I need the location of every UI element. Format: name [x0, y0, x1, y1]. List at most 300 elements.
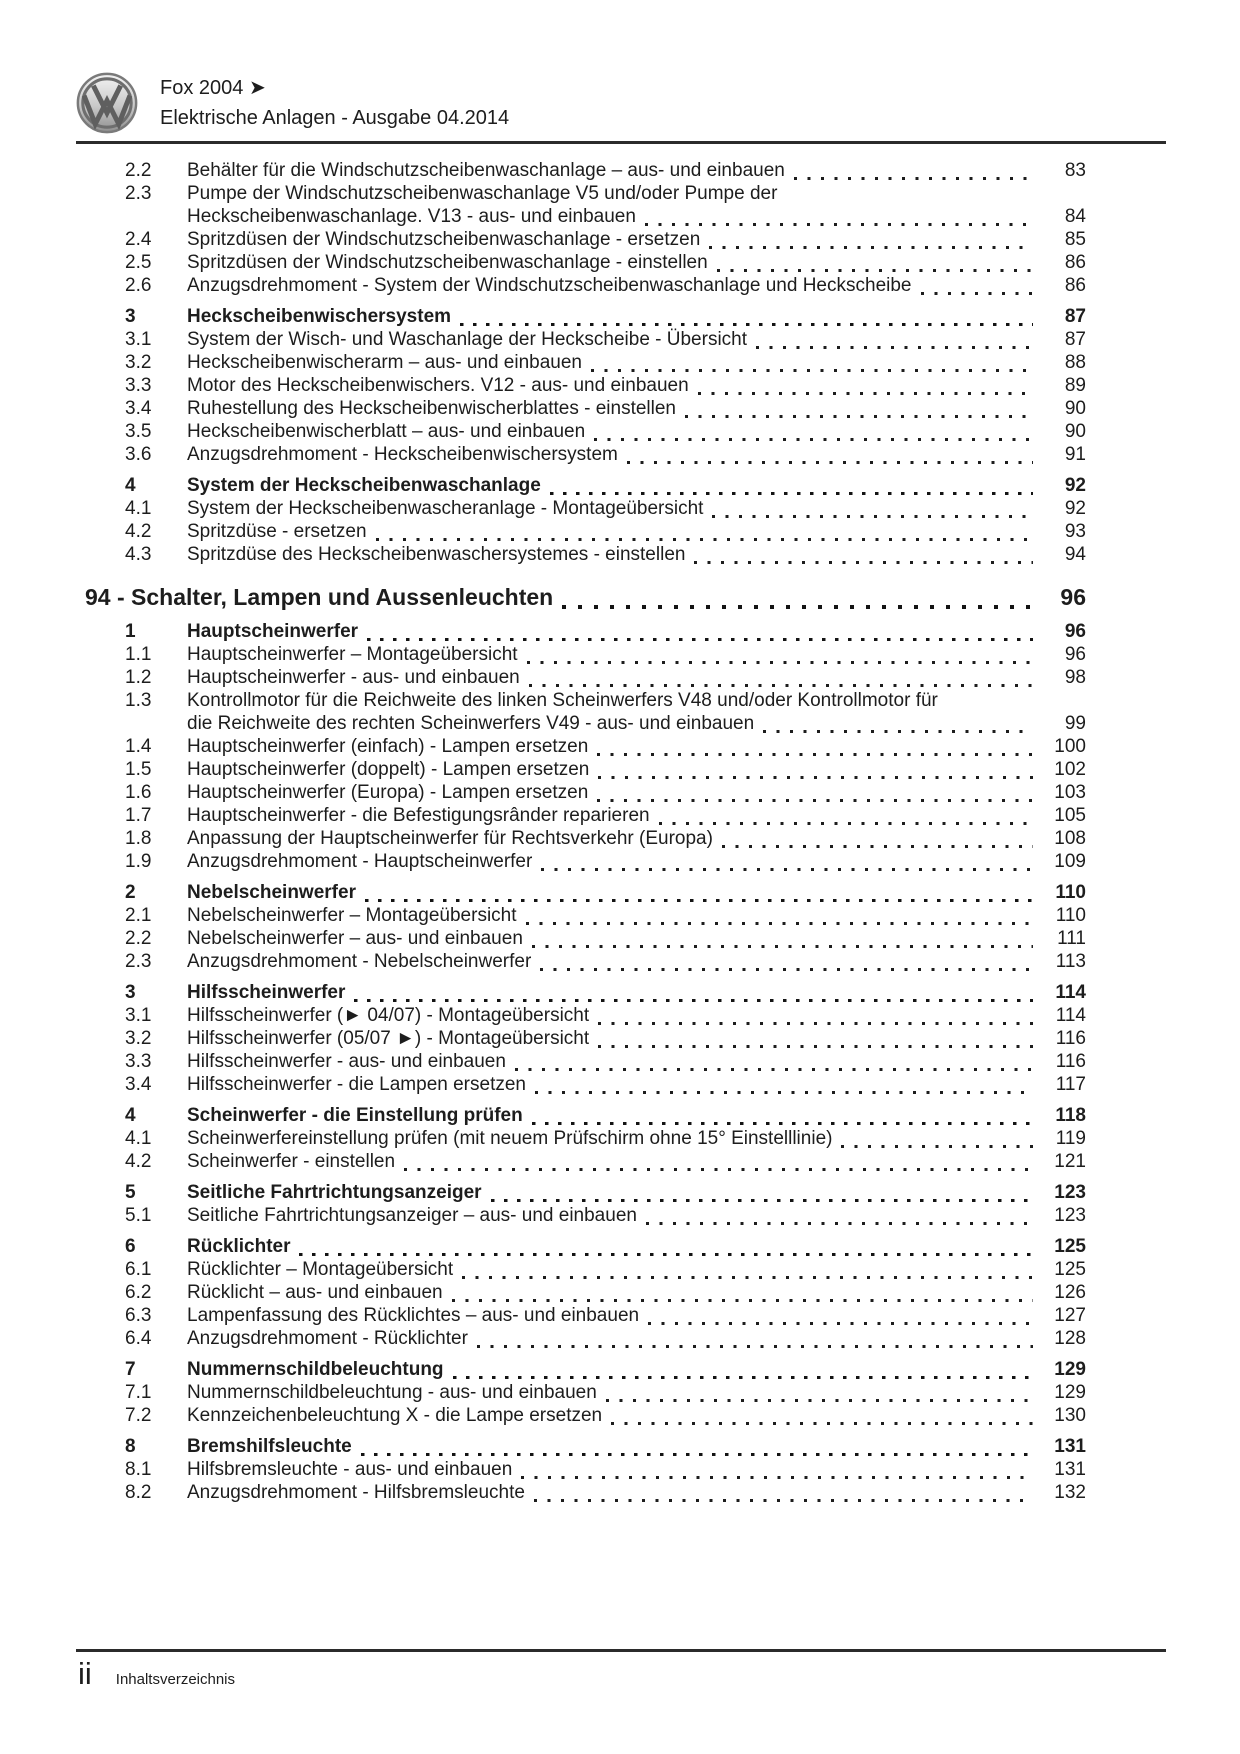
- toc-entry-title: Seitliche Fahrtrichtungsanzeiger: [187, 1182, 482, 1203]
- toc-entry-line: [187, 1104, 1086, 1127]
- toc-entry-page: 86: [1064, 252, 1086, 273]
- dot-leader: [521, 1476, 1033, 1479]
- toc-entry-title: Bremshilfsleuchte: [187, 1436, 352, 1457]
- toc-entry-number: 2.2: [125, 928, 152, 949]
- toc-entry-body: [187, 1104, 1086, 1127]
- toc-entry-title: Kennzeichenbeleuchtung X - die Lampe ersetzen: [187, 1405, 603, 1426]
- toc-entry-number: 2.6: [125, 275, 152, 296]
- toc-entry-number: 3: [125, 306, 136, 327]
- toc-entry-row: [125, 328, 1086, 351]
- toc-entry-number: 1.6: [125, 782, 152, 803]
- toc-entry-body: [187, 981, 1086, 1004]
- toc-entry-line: [187, 827, 1086, 850]
- toc-entry-row: [125, 881, 1086, 904]
- toc-entry-body: [187, 1004, 1086, 1027]
- toc-entry-number: 2.3: [125, 183, 152, 204]
- toc-entry-line: [187, 1027, 1086, 1050]
- toc-entry-page: 129: [1054, 1382, 1086, 1403]
- toc-entry-line: [187, 1481, 1086, 1504]
- toc-entry-body: [187, 1358, 1086, 1381]
- toc-entry-number: 6.4: [125, 1328, 152, 1349]
- toc-entry-page: 121: [1054, 1151, 1086, 1172]
- dot-leader: [404, 1168, 1033, 1171]
- toc-entry-body: [187, 182, 1086, 228]
- toc-entry-page: 96: [1064, 644, 1086, 665]
- toc-entry-title: Hauptscheinwerfer - aus- und einbauen: [187, 667, 520, 688]
- toc-entry-title: System der Heckscheibenwaschanlage: [187, 475, 541, 496]
- toc-entry-body: [187, 1181, 1086, 1204]
- toc-entry-body: [187, 351, 1086, 374]
- dot-leader: [452, 1299, 1033, 1302]
- dot-leader: [460, 323, 1033, 327]
- toc-entry-body: [187, 274, 1086, 297]
- toc-entry-number: 8.1: [125, 1459, 152, 1480]
- dot-leader: [354, 999, 1033, 1003]
- toc-entry-line: [187, 1150, 1086, 1173]
- dot-leader: [694, 561, 1033, 564]
- toc-entry-line: [187, 228, 1086, 251]
- toc-entry-row: [125, 1458, 1086, 1481]
- header-manual-line: Elektrische Anlagen - Ausgabe 04.2014: [160, 107, 510, 129]
- toc-entry-page: 131: [1054, 1459, 1086, 1480]
- toc-entry-line: [187, 159, 1086, 182]
- toc-entry-line: [187, 1181, 1086, 1204]
- toc-entry-body: [187, 497, 1086, 520]
- toc-entry-body: [187, 804, 1086, 827]
- dot-leader: [598, 1022, 1033, 1025]
- toc-entry-page: 118: [1055, 1105, 1086, 1126]
- toc-entry-title: Spritzdüse des Heckscheibenwaschersystemes - einstellen: [187, 544, 686, 565]
- toc-entry-page: 119: [1055, 1128, 1086, 1149]
- toc-entry-title: Anzugsdrehmoment - Hauptscheinwerfer: [187, 851, 533, 872]
- toc-entry-page: 103: [1054, 782, 1086, 803]
- toc-entry-number: 5: [125, 1182, 136, 1203]
- toc-entry-number: 4: [125, 1105, 136, 1126]
- dot-leader: [763, 730, 1033, 733]
- toc-entry-number: 4.1: [125, 1128, 152, 1149]
- toc-entry-page: 89: [1064, 375, 1086, 396]
- toc-entry-number: 4.2: [125, 1151, 152, 1172]
- toc-entry-page: 116: [1055, 1051, 1086, 1072]
- toc-entry-line: [187, 881, 1086, 904]
- toc-entry-number: 2.5: [125, 252, 152, 273]
- toc-entry-page: 110: [1055, 905, 1086, 926]
- toc-entry-page: 96: [1060, 584, 1086, 610]
- toc-entry-number: 8.2: [125, 1482, 152, 1503]
- dot-leader: [534, 1499, 1033, 1502]
- toc-entry-line: [187, 251, 1086, 274]
- toc-entry-row: [125, 1258, 1086, 1281]
- toc-entry-title: Anzugsdrehmoment - Hilfsbremsleuchte: [187, 1482, 525, 1503]
- toc-entry-body: [187, 1435, 1086, 1458]
- toc-entry-line: [187, 497, 1086, 520]
- dot-leader: [532, 945, 1033, 948]
- toc-entry-title: System der Wisch- und Waschanlage der Heckscheibe - Übersicht: [187, 329, 748, 350]
- toc-entry-row: [125, 228, 1086, 251]
- dot-leader: [367, 638, 1033, 642]
- toc-entry-page: 117: [1055, 1074, 1086, 1095]
- toc-entry-page: 127: [1054, 1305, 1086, 1326]
- toc-entry-title: Hilfsscheinwerfer (► 04/07) - Montageübersicht: [187, 1005, 590, 1026]
- toc-entry-line: [187, 643, 1086, 666]
- toc-entry-number: 1.1: [125, 644, 152, 665]
- toc-entry-row: [125, 474, 1086, 497]
- header-divider: [76, 141, 1166, 144]
- toc-entry-title: Hauptscheinwerfer – Montageübersicht: [187, 644, 518, 665]
- toc-entry-page: 128: [1054, 1328, 1086, 1349]
- toc-entry-line: [187, 351, 1086, 374]
- toc-entry-title: Spritzdüsen der Windschutzscheibenwaschanlage - einstellen: [187, 252, 708, 273]
- toc-entry-title: Seitliche Fahrtrichtungsanzeiger – aus- und einbauen: [187, 1205, 637, 1226]
- toc-entry-number: 3.4: [125, 398, 152, 419]
- toc-entry-page: 131: [1054, 1436, 1086, 1457]
- page-header: [76, 72, 1166, 134]
- dot-leader: [532, 1122, 1033, 1126]
- toc-entry-row: [125, 758, 1086, 781]
- toc-entry-title: Hauptscheinwerfer (doppelt) - Lampen ersetzen: [187, 759, 590, 780]
- toc-entry-line: [187, 420, 1086, 443]
- toc-entry-number: 6.2: [125, 1282, 152, 1303]
- toc-entry-row: [125, 1073, 1086, 1096]
- toc-entry-line: [187, 1358, 1086, 1381]
- toc-entry-body: [187, 1204, 1086, 1227]
- toc-entry-body: [187, 520, 1086, 543]
- toc-entry-page: 100: [1054, 736, 1086, 757]
- toc-entry-row: [125, 374, 1086, 397]
- toc-entry-row: [125, 1281, 1086, 1304]
- toc-entry-line: [187, 1127, 1086, 1150]
- toc-entry-line: [187, 205, 1086, 228]
- dot-leader: [491, 1199, 1033, 1203]
- toc-entry-body: [187, 251, 1086, 274]
- toc-entry-row: [125, 1235, 1086, 1258]
- toc-entry-page: 108: [1054, 828, 1086, 849]
- toc-entry-page: 94: [1064, 544, 1086, 565]
- toc-entry-line: [187, 1458, 1086, 1481]
- dot-leader: [535, 1091, 1033, 1094]
- toc-entry-page: 132: [1054, 1482, 1086, 1503]
- toc-entry-line: [187, 1204, 1086, 1227]
- toc-entry-page: 126: [1054, 1282, 1086, 1303]
- toc-entry-title: Anpassung der Hauptscheinwerfer für Rechtsverkehr (Europa): [187, 828, 713, 849]
- toc-entry-title: Anzugsdrehmoment - Heckscheibenwischersystem: [187, 444, 618, 465]
- dot-leader: [299, 1253, 1033, 1257]
- toc-entry-number: 3.2: [125, 352, 152, 373]
- toc-entry-row: [125, 1181, 1086, 1204]
- toc-entry-line: [187, 374, 1086, 397]
- toc-entry-number: 5.1: [125, 1205, 152, 1226]
- dot-leader: [526, 922, 1033, 925]
- dot-leader: [365, 899, 1033, 903]
- toc-entry-number: 3.6: [125, 444, 152, 465]
- toc-entry-title: Spritzdüse - ersetzen: [187, 521, 367, 542]
- dot-leader: [841, 1145, 1033, 1148]
- toc-entry-row: [125, 1004, 1086, 1027]
- toc-entry-line: [187, 950, 1086, 973]
- toc-entry-row: [125, 159, 1086, 182]
- dot-leader: [921, 292, 1034, 295]
- dot-leader: [591, 369, 1033, 372]
- toc-entry-title: Hauptscheinwerfer - die Befestigungsrânder reparieren: [187, 805, 650, 826]
- toc-entry-page: 105: [1054, 805, 1086, 826]
- toc-entry-title: Hilfsscheinwerfer - die Lampen ersetzen: [187, 1074, 526, 1095]
- toc-entry-body: [187, 735, 1086, 758]
- toc-entry-number: 8: [125, 1436, 136, 1457]
- dot-leader: [462, 1276, 1033, 1279]
- dot-leader: [540, 968, 1033, 971]
- toc-entry-number: 3.3: [125, 1051, 152, 1072]
- toc-entry-title: Nebelscheinwerfer – Montageübersicht: [187, 905, 517, 926]
- toc-entry-title: Ruhestellung des Heckscheibenwischerblattes - einstellen: [187, 398, 676, 419]
- toc-entry-page: 87: [1064, 329, 1086, 350]
- toc-entry-body: [85, 582, 1086, 612]
- toc-entry-line: [187, 712, 1086, 735]
- toc-entry-title-line1: Kontrollmotor für die Reichweite des linken Scheinwerfers V48 und/oder Kontrollmotor für: [187, 690, 938, 711]
- toc-entry-row: [125, 497, 1086, 520]
- toc-entry-line: [187, 927, 1086, 950]
- toc-entry-row: [125, 543, 1086, 566]
- toc-entry-body: [187, 620, 1086, 643]
- toc-entry-number: 1.2: [125, 667, 152, 688]
- toc-entry-number: 2.4: [125, 229, 152, 250]
- toc-entry-number: 6.3: [125, 1305, 152, 1326]
- dot-leader: [627, 461, 1033, 464]
- toc-entry-body: [187, 1050, 1086, 1073]
- dot-leader: [597, 753, 1033, 756]
- toc-entry-page: 125: [1054, 1259, 1086, 1280]
- dot-leader: [598, 776, 1033, 779]
- toc-entry-title: die Reichweite des rechten Scheinwerfers V49 - aus- und einbauen: [187, 713, 755, 734]
- footer-label: Inhaltsverzeichnis: [115, 1671, 236, 1688]
- toc-entry-page: 85: [1064, 229, 1086, 250]
- toc-entry-row: [125, 1150, 1086, 1173]
- toc-entry-line: [187, 274, 1086, 297]
- dot-leader: [698, 392, 1033, 395]
- toc-entry-number: 2.3: [125, 951, 152, 972]
- toc-entry-row: [125, 397, 1086, 420]
- toc-entry-page: 84: [1064, 206, 1086, 227]
- dot-leader: [611, 1422, 1033, 1425]
- dot-leader: [722, 845, 1033, 848]
- toc-entry-body: [187, 1258, 1086, 1281]
- toc-entry-row: [125, 1404, 1086, 1427]
- header-model-line: Fox 2004 ➤: [160, 77, 266, 99]
- toc-entry-row: [125, 251, 1086, 274]
- toc-entry-row: [125, 305, 1086, 328]
- dot-leader: [646, 1222, 1033, 1225]
- toc-entry-line: [187, 397, 1086, 420]
- toc-entry-body: [187, 927, 1086, 950]
- toc-entry-title: Hilfsscheinwerfer: [187, 982, 346, 1003]
- toc-entry-body: [187, 1235, 1086, 1258]
- toc-entry-page: 116: [1055, 1028, 1086, 1049]
- dot-leader: [376, 538, 1033, 541]
- toc-entry-line: [187, 1281, 1086, 1304]
- toc-entry-line: [187, 804, 1086, 827]
- page-footer: [78, 1656, 235, 1692]
- toc-entry-page: 110: [1055, 882, 1086, 903]
- toc-entry-body: [187, 1458, 1086, 1481]
- toc-entry-title: Hauptscheinwerfer (einfach) - Lampen ersetzen: [187, 736, 589, 757]
- toc-entry-number: 1.4: [125, 736, 152, 757]
- toc-entry-line: [187, 1404, 1086, 1427]
- toc-entry-title: Rücklichter – Montageübersicht: [187, 1259, 454, 1280]
- toc-entry-title: Nebelscheinwerfer – aus- und einbauen: [187, 928, 523, 949]
- toc-entry-title: Nummernschildbeleuchtung - aus- und einbauen: [187, 1382, 597, 1403]
- dot-leader: [453, 1376, 1033, 1380]
- toc-entry-row: [125, 904, 1086, 927]
- toc-entry-line: [187, 904, 1086, 927]
- dot-leader: [477, 1345, 1033, 1348]
- toc-entry-title: System der Heckscheibenwascheranlage - Montageübersicht: [187, 498, 704, 519]
- dot-leader: [527, 661, 1033, 664]
- toc-entry-number: 3.1: [125, 329, 152, 350]
- toc-entry-row: [125, 274, 1086, 297]
- toc-entry-page: 92: [1064, 475, 1086, 496]
- toc-entry-body: [187, 1073, 1086, 1096]
- toc-entry-line: [85, 582, 1086, 612]
- toc-entry-body: [187, 305, 1086, 328]
- toc-entry-line: [187, 781, 1086, 804]
- toc-entry-row: [125, 827, 1086, 850]
- toc-entry-body: [187, 904, 1086, 927]
- toc-entry-title: Scheinwerfer - die Einstellung prüfen: [187, 1105, 523, 1126]
- toc-entry-line: [187, 1235, 1086, 1258]
- toc-entry-number: 3.5: [125, 421, 152, 442]
- toc-entry-number: 3: [125, 982, 136, 1003]
- toc-entry-row: [125, 520, 1086, 543]
- toc-entry-row: [125, 981, 1086, 1004]
- dot-leader: [756, 346, 1033, 349]
- toc-entry-number: 1.7: [125, 805, 152, 826]
- toc-entry-page: 87: [1064, 306, 1086, 327]
- toc-entry-line: [187, 1004, 1086, 1027]
- toc-entry-body: [187, 1150, 1086, 1173]
- toc-entry-page: 125: [1054, 1236, 1086, 1257]
- dot-leader: [794, 177, 1033, 180]
- toc-entry-title: Anzugsdrehmoment - Rücklichter: [187, 1328, 468, 1349]
- dot-leader: [550, 492, 1033, 496]
- toc-entry-number: 2.2: [125, 160, 152, 181]
- toc-entry-number: 4: [125, 475, 136, 496]
- toc-entry-body: [187, 881, 1086, 904]
- toc-entry-page: 98: [1064, 667, 1086, 688]
- toc-entry-page: 90: [1064, 421, 1086, 442]
- toc-entry-title: Lampenfassung des Rücklichtes – aus- und einbauen: [187, 1305, 640, 1326]
- toc-entry-row: [125, 182, 1086, 228]
- toc-entry-line: [187, 1304, 1086, 1327]
- toc-entry-number: 7.2: [125, 1405, 152, 1426]
- toc-entry-number: 1: [125, 621, 136, 642]
- toc-entry-row: [125, 1050, 1086, 1073]
- toc-entry-title: Anzugsdrehmoment - Nebelscheinwerfer: [187, 951, 532, 972]
- toc-entry-row: [125, 1327, 1086, 1350]
- toc-entry-title: Anzugsdrehmoment - System der Windschutzscheibenwaschanlage und Heckscheibe: [187, 275, 912, 296]
- toc-entry-page: 90: [1064, 398, 1086, 419]
- toc-entry-row: [125, 781, 1086, 804]
- toc-entry-number: 6: [125, 1236, 136, 1257]
- toc-entry-title: Nebelscheinwerfer: [187, 882, 356, 903]
- toc-entry-row: [125, 1027, 1086, 1050]
- dot-leader: [598, 1045, 1033, 1048]
- dot-leader: [645, 223, 1033, 226]
- toc-entry-number: 4.1: [125, 498, 152, 519]
- toc-entry-body: [187, 1027, 1086, 1050]
- toc-entry-body: [187, 827, 1086, 850]
- header-text: [160, 72, 509, 133]
- toc-entry-number: 2.1: [125, 905, 152, 926]
- toc-entry-number: 1.9: [125, 851, 152, 872]
- toc-entry-line: [187, 443, 1086, 466]
- toc-entry-line: [187, 850, 1086, 873]
- toc-entry-body: [187, 781, 1086, 804]
- toc-entry-title: Heckscheibenwischerarm – aus- und einbauen: [187, 352, 583, 373]
- toc-entry-number: 1.3: [125, 690, 152, 711]
- dot-leader: [648, 1322, 1033, 1325]
- toc-entry-page: 86: [1064, 275, 1086, 296]
- toc-entry-row: [125, 1304, 1086, 1327]
- toc-entry-body: [187, 850, 1086, 873]
- toc-entry-page: 114: [1055, 1005, 1086, 1026]
- toc-entry-page: 91: [1064, 444, 1086, 465]
- toc-entry-title: Hilfsbremsleuchte - aus- und einbauen: [187, 1459, 513, 1480]
- toc-entry-body: [187, 159, 1086, 182]
- toc-entry-body: [187, 689, 1086, 735]
- dot-leader: [709, 246, 1033, 249]
- toc-entry-title-line1: Pumpe der Windschutzscheibenwaschanlage V5 und/oder Pumpe der: [187, 183, 778, 204]
- toc-entry-row: [125, 689, 1086, 735]
- toc-entry-body: [187, 666, 1086, 689]
- toc-entry-body: [187, 643, 1086, 666]
- toc-entry-page: 96: [1064, 621, 1086, 642]
- toc-entry-line: [187, 758, 1086, 781]
- toc-entry-number: 2: [125, 882, 136, 903]
- toc-entry-line: [187, 981, 1086, 1004]
- toc-entry-body: [187, 950, 1086, 973]
- toc-entry-row: [125, 1435, 1086, 1458]
- dot-leader: [562, 605, 1033, 609]
- dot-leader: [515, 1068, 1033, 1071]
- toc-entry-line: [187, 1258, 1086, 1281]
- toc-entry-title: Scheinwerfer - einstellen: [187, 1151, 396, 1172]
- dot-leader: [594, 438, 1033, 441]
- toc-entry-row: [125, 927, 1086, 950]
- toc-entry-body: [187, 443, 1086, 466]
- toc-entry-page: 111: [1057, 928, 1086, 949]
- dot-leader: [361, 1453, 1033, 1457]
- toc-entry-body: [187, 474, 1086, 497]
- toc-entry-title: Behälter für die Windschutzscheibenwaschanlage – aus- und einbauen: [187, 160, 785, 181]
- toc-entry-title: Hilfsscheinwerfer (05/07 ►) - Montageübersicht: [187, 1028, 590, 1049]
- toc-entry-row: [125, 666, 1086, 689]
- toc-entry-number: 3.4: [125, 1074, 152, 1095]
- toc-entry-page: 102: [1054, 759, 1086, 780]
- toc-entry-page: 129: [1054, 1359, 1086, 1380]
- footer-divider: [76, 1649, 1166, 1652]
- toc-entry-page: 109: [1054, 851, 1086, 872]
- toc-entry-title: Spritzdüsen der Windschutzscheibenwaschanlage - ersetzen: [187, 229, 701, 250]
- toc-entry-line: [187, 666, 1086, 689]
- toc-entry-number: 4.3: [125, 544, 152, 565]
- toc-entry-title: Rücklicht – aus- und einbauen: [187, 1282, 443, 1303]
- footer-page-number: ii: [78, 1656, 92, 1691]
- toc-entry-row: [125, 1127, 1086, 1150]
- toc-entry-title: 94 - Schalter, Lampen und Aussenleuchten: [85, 584, 554, 610]
- toc-entry-body: [187, 543, 1086, 566]
- dot-leader: [541, 868, 1033, 871]
- dot-leader: [597, 799, 1033, 802]
- toc-entry-line: [187, 543, 1086, 566]
